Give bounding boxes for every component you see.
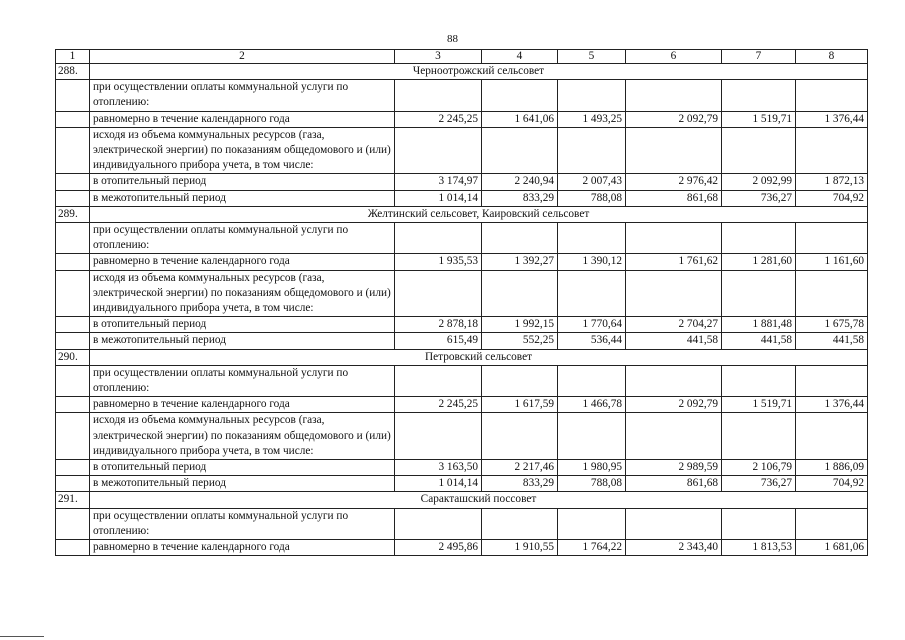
value-cell [558, 508, 626, 539]
row-label: в отопительный период [90, 460, 395, 476]
value-cell: 1 886,09 [796, 460, 868, 476]
value-cell [482, 508, 558, 539]
index-cell [56, 127, 90, 174]
metered-row [56, 413, 868, 460]
value-cell [626, 80, 722, 111]
value-cell: 736,27 [722, 476, 796, 492]
value-cell: 1 675,78 [796, 317, 868, 333]
value-cell: 1 519,71 [722, 111, 796, 127]
value-cell: 833,29 [482, 476, 558, 492]
value-cell: 1 813,53 [722, 540, 796, 556]
page-number: 88 [447, 33, 458, 45]
value-cell: 704,92 [796, 190, 868, 206]
value-cell: 1 872,13 [796, 174, 868, 190]
value-cell [796, 223, 868, 254]
value-cell: 1 014,14 [395, 476, 482, 492]
value-cell: 615,49 [395, 333, 482, 349]
value-cell [626, 413, 722, 460]
section-number: 288. [56, 64, 90, 80]
row-label: равномерно в течение календарного года [90, 397, 395, 413]
value-cell [722, 223, 796, 254]
uniform-row [56, 540, 868, 556]
value-cell: 2 092,99 [722, 174, 796, 190]
row-label: исходя из объема коммунальных ресурсов (газа, электрической энергии) по показаниям общедомового и (или) индивидуального прибора учета, в том числе: [90, 270, 395, 317]
value-cell [722, 365, 796, 396]
value-cell [796, 365, 868, 396]
value-cell: 736,27 [722, 190, 796, 206]
value-cell [395, 413, 482, 460]
heating-row [56, 317, 868, 333]
heating-row [56, 174, 868, 190]
intro-row [56, 80, 868, 111]
row-label: в межотопительный период [90, 333, 395, 349]
value-cell: 1 980,95 [558, 460, 626, 476]
value-cell: 3 174,97 [395, 174, 482, 190]
index-cell [56, 460, 90, 476]
header-cell: 8 [796, 50, 868, 64]
value-cell [482, 365, 558, 396]
section-title: Черноотрожский сельсовет [90, 64, 868, 80]
value-cell [482, 127, 558, 174]
header-cell: 5 [558, 50, 626, 64]
value-cell: 2 495,86 [395, 540, 482, 556]
index-cell [56, 365, 90, 396]
intro-row [56, 508, 868, 539]
value-cell: 861,68 [626, 476, 722, 492]
index-cell [56, 190, 90, 206]
row-label: равномерно в течение календарного года [90, 111, 395, 127]
uniform-row [56, 397, 868, 413]
value-cell: 2 007,43 [558, 174, 626, 190]
value-cell: 1 376,44 [796, 111, 868, 127]
value-cell [558, 413, 626, 460]
value-cell [796, 413, 868, 460]
value-cell [558, 223, 626, 254]
value-cell [558, 365, 626, 396]
value-cell [722, 80, 796, 111]
index-cell [56, 476, 90, 492]
index-cell [56, 270, 90, 317]
scan-edge-line [0, 636, 44, 637]
value-cell: 1 466,78 [558, 397, 626, 413]
tariff-table [55, 49, 868, 556]
value-cell [395, 270, 482, 317]
row-label: исходя из объема коммунальных ресурсов (газа, электрической энергии) по показаниям общедомового и (или) индивидуального прибора учета, в том числе: [90, 127, 395, 174]
row-label: при осуществлении оплаты коммунальной услуги по отоплению: [90, 365, 395, 396]
header-row [56, 50, 868, 64]
value-cell [626, 508, 722, 539]
index-cell [56, 174, 90, 190]
row-label: при осуществлении оплаты коммунальной услуги по отоплению: [90, 508, 395, 539]
section-title-row [56, 349, 868, 365]
value-cell [395, 365, 482, 396]
value-cell: 1 641,06 [482, 111, 558, 127]
row-label: в отопительный период [90, 174, 395, 190]
value-cell: 704,92 [796, 476, 868, 492]
metered-row [56, 270, 868, 317]
value-cell: 2 343,40 [626, 540, 722, 556]
value-cell: 1 392,27 [482, 254, 558, 270]
metered-row [56, 127, 868, 174]
value-cell [722, 413, 796, 460]
value-cell: 1 390,12 [558, 254, 626, 270]
intro-row [56, 365, 868, 396]
value-cell: 1 493,25 [558, 111, 626, 127]
value-cell: 1 014,14 [395, 190, 482, 206]
value-cell: 788,08 [558, 476, 626, 492]
header-cell: 7 [722, 50, 796, 64]
value-cell [796, 127, 868, 174]
value-cell: 788,08 [558, 190, 626, 206]
heating-row [56, 460, 868, 476]
value-cell: 1 910,55 [482, 540, 558, 556]
section-title-row [56, 492, 868, 508]
value-cell: 441,58 [626, 333, 722, 349]
value-cell [796, 270, 868, 317]
value-cell: 2 245,25 [395, 111, 482, 127]
section-title: Петровский сельсовет [90, 349, 868, 365]
index-cell [56, 80, 90, 111]
value-cell: 1 881,48 [722, 317, 796, 333]
value-cell [626, 127, 722, 174]
index-cell [56, 397, 90, 413]
value-cell: 536,44 [558, 333, 626, 349]
index-cell [56, 540, 90, 556]
section-title: Саракташский поссовет [90, 492, 868, 508]
row-label: в межотопительный период [90, 476, 395, 492]
value-cell [395, 127, 482, 174]
offseason-row [56, 333, 868, 349]
value-cell: 2 240,94 [482, 174, 558, 190]
header-cell: 3 [395, 50, 482, 64]
value-cell [626, 223, 722, 254]
value-cell: 1 681,06 [796, 540, 868, 556]
index-cell [56, 223, 90, 254]
header-cell: 1 [56, 50, 90, 64]
value-cell [482, 223, 558, 254]
section-title-row [56, 206, 868, 222]
value-cell [722, 127, 796, 174]
offseason-row [56, 476, 868, 492]
row-label: при осуществлении оплаты коммунальной услуги по отоплению: [90, 223, 395, 254]
row-label: в межотопительный период [90, 190, 395, 206]
value-cell: 1 281,60 [722, 254, 796, 270]
value-cell: 441,58 [722, 333, 796, 349]
value-cell: 1 761,62 [626, 254, 722, 270]
value-cell: 2 989,59 [626, 460, 722, 476]
section-number: 289. [56, 206, 90, 222]
header-cell: 2 [90, 50, 395, 64]
value-cell [796, 80, 868, 111]
value-cell [558, 127, 626, 174]
value-cell [722, 508, 796, 539]
value-cell [626, 270, 722, 317]
value-cell: 2 704,27 [626, 317, 722, 333]
value-cell: 1 617,59 [482, 397, 558, 413]
value-cell: 2 217,46 [482, 460, 558, 476]
index-cell [56, 508, 90, 539]
value-cell [722, 270, 796, 317]
value-cell: 2 092,79 [626, 111, 722, 127]
value-cell: 1 161,60 [796, 254, 868, 270]
section-title-row [56, 64, 868, 80]
row-label: равномерно в течение календарного года [90, 254, 395, 270]
value-cell: 2 106,79 [722, 460, 796, 476]
value-cell [558, 80, 626, 111]
value-cell [482, 413, 558, 460]
index-cell [56, 413, 90, 460]
uniform-row [56, 111, 868, 127]
offseason-row [56, 190, 868, 206]
value-cell [395, 223, 482, 254]
section-number: 290. [56, 349, 90, 365]
section-title: Желтинский сельсовет, Каировский сельсовет [90, 206, 868, 222]
value-cell [558, 270, 626, 317]
value-cell [482, 270, 558, 317]
value-cell: 861,68 [626, 190, 722, 206]
value-cell: 2 976,42 [626, 174, 722, 190]
index-cell [56, 317, 90, 333]
index-cell [56, 254, 90, 270]
section-number: 291. [56, 492, 90, 508]
row-label: равномерно в течение календарного года [90, 540, 395, 556]
value-cell: 833,29 [482, 190, 558, 206]
value-cell [796, 508, 868, 539]
value-cell: 3 163,50 [395, 460, 482, 476]
value-cell: 2 878,18 [395, 317, 482, 333]
value-cell: 2 092,79 [626, 397, 722, 413]
value-cell: 1 519,71 [722, 397, 796, 413]
value-cell: 2 245,25 [395, 397, 482, 413]
value-cell [395, 80, 482, 111]
intro-row [56, 223, 868, 254]
value-cell [395, 508, 482, 539]
index-cell [56, 333, 90, 349]
value-cell: 441,58 [796, 333, 868, 349]
index-cell [56, 111, 90, 127]
value-cell: 1 935,53 [395, 254, 482, 270]
value-cell: 552,25 [482, 333, 558, 349]
row-label: исходя из объема коммунальных ресурсов (газа, электрической энергии) по показаниям общедомового и (или) индивидуального прибора учета, в том числе: [90, 413, 395, 460]
row-label: в отопительный период [90, 317, 395, 333]
value-cell: 1 770,64 [558, 317, 626, 333]
value-cell [482, 80, 558, 111]
uniform-row [56, 254, 868, 270]
row-label: при осуществлении оплаты коммунальной услуги по отоплению: [90, 80, 395, 111]
header-cell: 6 [626, 50, 722, 64]
value-cell: 1 992,15 [482, 317, 558, 333]
value-cell: 1 376,44 [796, 397, 868, 413]
value-cell: 1 764,22 [558, 540, 626, 556]
value-cell [626, 365, 722, 396]
header-cell: 4 [482, 50, 558, 64]
